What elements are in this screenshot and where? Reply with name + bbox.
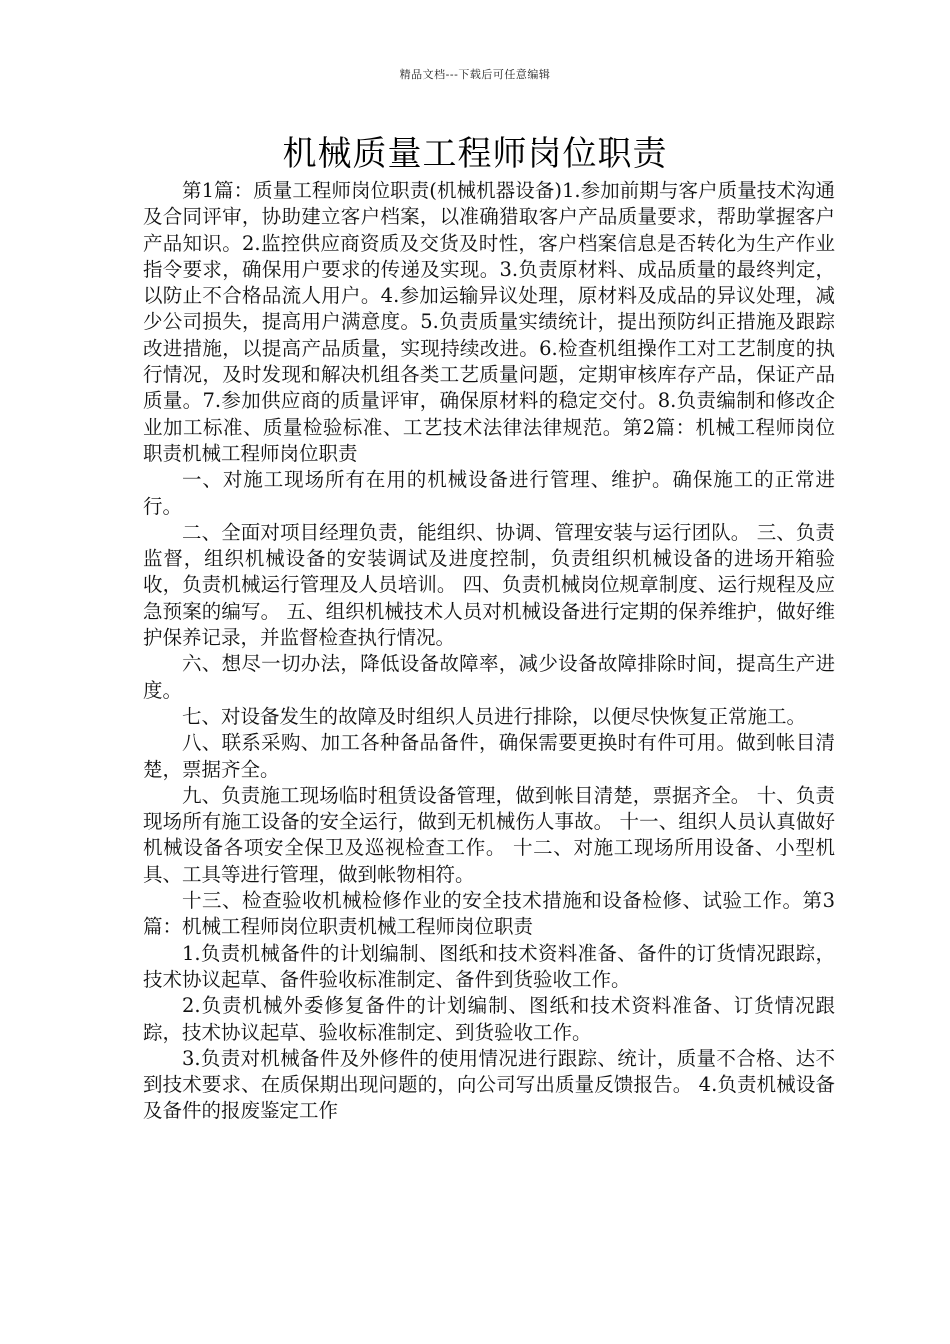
paragraph: 六、想尽一切办法，降低设备故障率，减少设备故障排除时间，提高生产进度。	[143, 652, 835, 702]
paragraph: 第1篇：质量工程师岗位职责(机械机器设备)1.参加前期与客户质量技术沟通及合同评审，协助建立客户档案，以准确猎取客户产品质量要求，帮助掌握客户产品知识。2.监控供应商资质及交货及时性，客户档案信息是否转化为生产作业指令要求，确保用户要求的传递及实现。3.负责原材料、成品质量的最终判定，以防止不合格品流人用户。4.参加运输异议处理，原材料及成品的异议处理，减少公司损失，提高用户满意度。5.负责质量实绩统计，提出预防纠正措施及跟踪改进措施，以提高产品质量，实现持续改进。6.检查机组操作工对工艺制度的执行情况，及时发现和解决机组各类工艺质量问题，定期审核库存产品，保证产品质量。7.参加供应商的质量评审，确保原材料的稳定交付。8.负责编制和修改企业加工标准、质量检验标准、工艺技术法律法律规范。第2篇：机械工程师岗位职责机械工程师岗位职责	[143, 179, 835, 465]
paragraph: 2.负责机械外委修复备件的计划编制、图纸和技术资料准备、订货情况跟踪，技术协议起草、验收标准制定、到货验收工作。	[143, 994, 835, 1044]
paragraph: 3.负责对机械备件及外修件的使用情况进行跟踪、统计，质量不合格、达不到技术要求、在质保期出现问题的，向公司写出质量反馈报告。 4.负责机械设备及备件的报废鉴定工作	[143, 1046, 835, 1123]
paragraph: 九、负责施工现场临时租赁设备管理，做到帐目清楚，票据齐全。 十、负责现场所有施工设备的安全运行，做到无机械伤人事故。 十一、组织人员认真做好机械设备各项安全保卫及巡视检查工作。 十二、对施工现场所用设备、小型机具、工具等进行管理，做到帐物相符。	[143, 783, 835, 886]
paragraph: 二、全面对项目经理负责，能组织、协调、管理安装与运行团队。 三、负责监督，组织机械设备的安装调试及进度控制，负责组织机械设备的进场开箱验收，负责机械运行管理及人员培训。 四、负责机械岗位规章制度、运行规程及应急预案的编写。 五、组织机械技术人员对机械设备进行定期的保养维护，做好维护保养记录，并监督检查执行情况。	[143, 520, 835, 650]
paragraph: 七、对设备发生的故障及时组织人员进行排除，以便尽快恢复正常施工。	[182, 704, 807, 728]
paragraph: 一、对施工现场所有在用的机械设备进行管理、维护。确保施工的正常进行。	[143, 468, 835, 518]
page-header: 精品文档---下载后可任意编辑	[399, 68, 551, 81]
document-title: 机械质量工程师岗位职责	[282, 134, 668, 174]
document-body	[143, 178, 835, 1125]
paragraph: 八、联系采购、加工各种备品备件，确保需要更换时有件可用。做到帐目清楚，票据齐全。	[143, 731, 835, 781]
paragraph: 1.负责机械备件的计划编制、图纸和技术资料准备、备件的订货情况跟踪，技术协议起草、备件验收标准制定、备件到货验收工作。	[143, 941, 835, 991]
paragraph: 十三、检查验收机械检修作业的安全技术措施和设备检修、试验工作。第3篇：机械工程师岗位职责机械工程师岗位职责	[143, 889, 835, 939]
